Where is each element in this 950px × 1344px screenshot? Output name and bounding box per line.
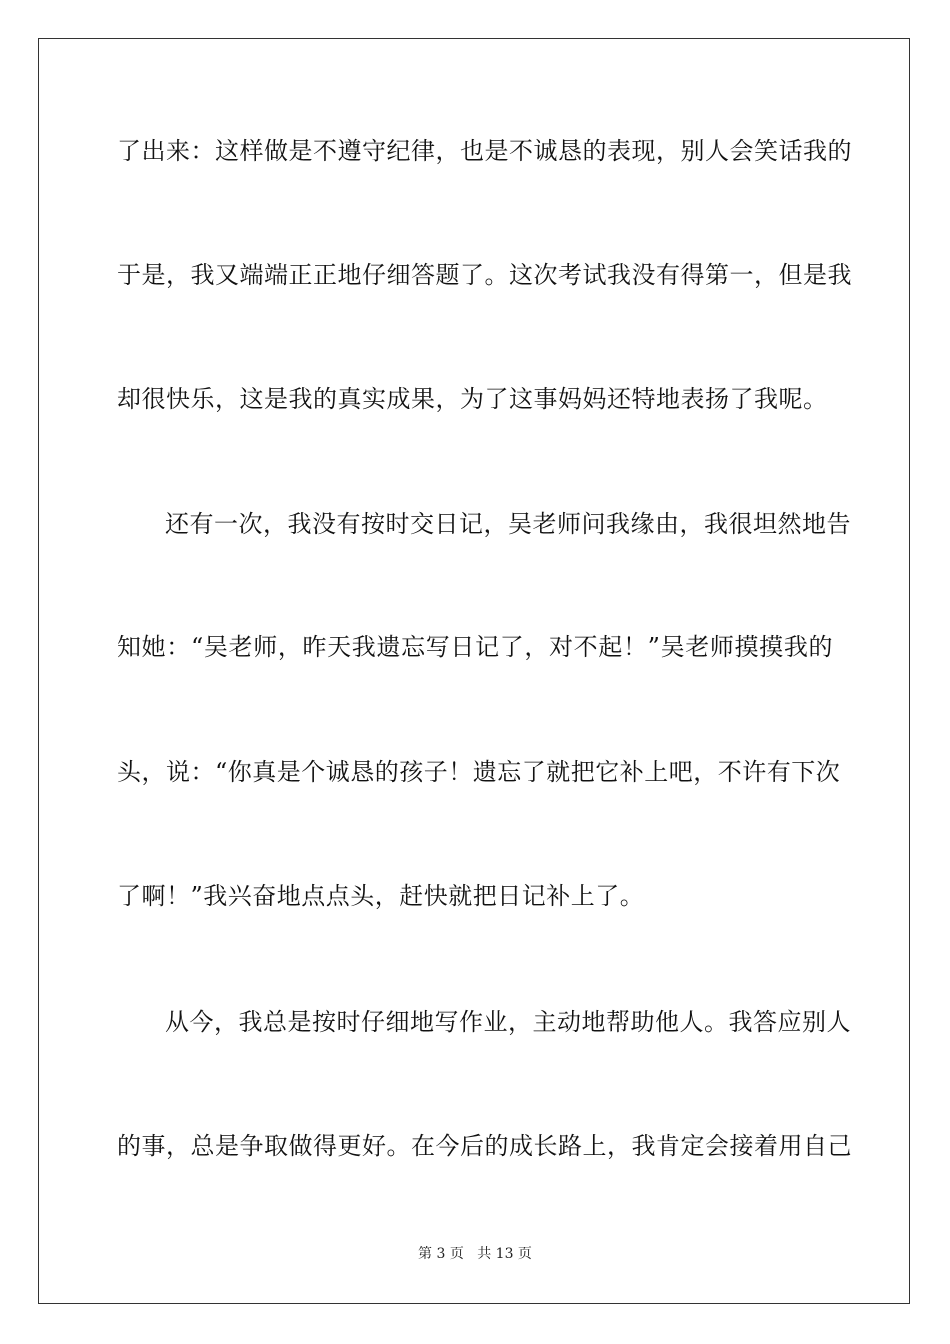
text-line-1: 了出来：这样做是不遵守纪律，也是不诚恳的表现，别人会笑话我的 [117, 137, 852, 165]
text-line-9: 的事，总是争取做得更好。在今后的成长路上，我肯定会接着用自己 [117, 1132, 852, 1160]
text-line-5: 知她：“吴老师，昨天我遗忘写日记了，对不起！”吴老师摸摸我的 [117, 633, 833, 661]
text-line-8: 从今，我总是按时仔细地写作业，主动地帮助他人。我答应别人 [165, 1008, 851, 1036]
page-total: 共 13 页 [477, 1246, 532, 1262]
text-line-7: 了啊！”我兴奋地点点头，赶快就把日记补上了。 [117, 882, 645, 910]
page-footer [0, 1244, 950, 1264]
page-border [38, 38, 910, 1304]
page-number: 第 3 页 [418, 1246, 464, 1262]
text-line-2: 于是，我又端端正正地仔细答题了。这次考试我没有得第一，但是我 [117, 261, 852, 289]
text-line-6: 头，说：“你真是个诚恳的孩子！遗忘了就把它补上吧，不许有下次 [117, 758, 841, 786]
text-line-3: 却很快乐，这是我的真实成果，为了这事妈妈还特地表扬了我呢。 [117, 385, 828, 413]
text-line-4: 还有一次，我没有按时交日记，吴老师问我缘由，我很坦然地告 [165, 510, 851, 538]
